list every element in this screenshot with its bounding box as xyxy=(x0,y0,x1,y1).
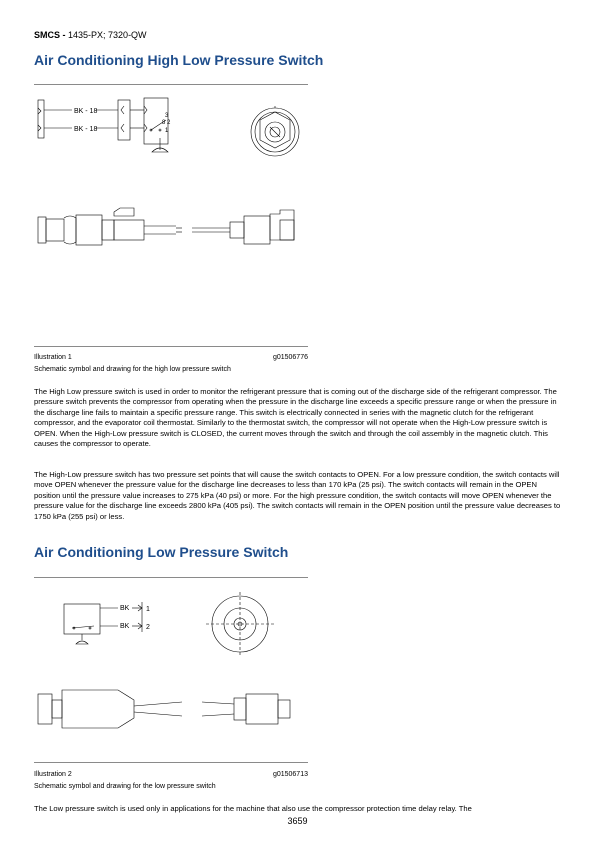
low-switch-drawing xyxy=(34,590,308,742)
smcs-codes: 1435-PX; 7320-QW xyxy=(68,30,147,40)
section-divider xyxy=(34,577,308,578)
caption-description: Schematic symbol and drawing for the high low pressure switch xyxy=(34,366,231,373)
wire-label-2: BK - 18 xyxy=(74,126,98,133)
pin-label-2: 2 xyxy=(167,120,171,126)
page-number: 3659 xyxy=(287,816,308,826)
pin-label-1: 1 xyxy=(165,128,169,134)
smcs-label: SMCS - xyxy=(34,30,66,40)
paragraph: The High-Low pressure switch has two pressure set points that will cause the switch contacts to OPEN. For a low pressure condition, the switch contacts will move OPEN whenever the pressure value for the discharge line decreases to less than 170 kPa (25 psi). The switch contacts will remain in the OPEN position until the pressure value increases to 275 kPa (40 psi) or more. For the high pressure condition, the switch contacts will move OPEN whenever the pressure value for the discharge line exceeds 2800 kPa (405 psi). The switch contacts will remain in the OPEN position until the pressure value decreases to 1750 kPa (255 psi) or less. xyxy=(34,470,561,521)
caption-graphic-id: g01506713 xyxy=(272,771,308,778)
section-divider xyxy=(34,84,308,85)
caption-divider xyxy=(34,346,308,347)
caption-number: Illustration 1 xyxy=(34,354,72,361)
wire-label-2: BK xyxy=(120,623,130,630)
caption-number: Illustration 2 xyxy=(34,771,72,778)
section-title-low: Air Conditioning Low Pressure Switch xyxy=(34,544,289,560)
caption-description: Schematic symbol and drawing for the low pressure switch xyxy=(34,783,216,790)
illustration-2 xyxy=(34,590,308,747)
paragraph: The High Low pressure switch is used in order to monitor the refrigerant pressure that is coming out of the discharge side of the refrigerant compressor. The pressure switch prevents the compressor from operating when the pressure in the discharge line exceeds a specific pressure range or when the pressure in the discharge line fails to maintain a specific pressure range. This switch is electrically connected in series with the magnetic clutch for the refrigerant compressor, and the evaporator coil thermostat. Similarly to the thermostat switch, the compressor will not operate when the High-Low pressure switch is OPEN. When the High-Low pressure switch is CLOSED, the current moves through the switch and through the coil assembly in the magnetic clutch. This causes the compressor to operate. xyxy=(34,387,557,449)
wire-label-1: BK - 18 xyxy=(74,108,98,115)
section-title-high-low: Air Conditioning High Low Pressure Switch xyxy=(34,52,324,68)
smcs-line xyxy=(34,30,147,40)
caption-divider xyxy=(34,762,308,763)
wire-label-1: BK xyxy=(120,605,130,612)
pin-label-2: 2 xyxy=(146,624,150,631)
paragraph: The Low pressure switch is used only in applications for the machine that also use the compressor protection time delay relay. The xyxy=(34,804,472,813)
illustration-1 xyxy=(34,90,308,255)
pin-label-1: 1 xyxy=(146,606,150,613)
pin-label-8: 8 xyxy=(162,120,166,126)
high-low-switch-drawing xyxy=(34,90,308,250)
caption-graphic-id: g01506776 xyxy=(272,354,308,361)
pin-label-3: 3 xyxy=(165,113,169,119)
